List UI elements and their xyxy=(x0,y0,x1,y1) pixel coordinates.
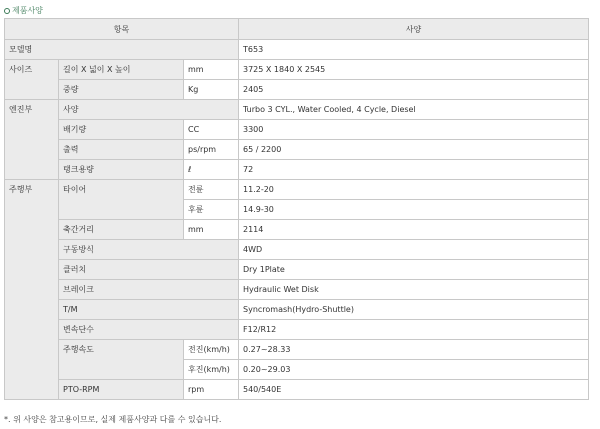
disclaimer-note: *. 위 사양은 참고용이므로, 실제 제품사양과 다를 수 있습니다. xyxy=(4,415,222,424)
spec-table xyxy=(4,18,589,400)
row-value: 540/540E xyxy=(239,380,589,400)
table-row xyxy=(5,160,589,180)
row-value: 72 xyxy=(239,160,589,180)
table-row xyxy=(5,140,589,160)
row-unit: mm xyxy=(184,60,239,80)
header-item: 항목 xyxy=(5,19,239,40)
row-value: 65 / 2200 xyxy=(239,140,589,160)
row-unit: rpm xyxy=(184,380,239,400)
row-value: 3300 xyxy=(239,120,589,140)
row-label: 출력 xyxy=(59,140,184,160)
row-label: 배기량 xyxy=(59,120,184,140)
row-unit: 후륜 xyxy=(184,200,239,220)
row-label: 축간거리 xyxy=(59,220,184,240)
table-row xyxy=(5,260,589,280)
row-value: 2114 xyxy=(239,220,589,240)
row-unit: 전륜 xyxy=(184,180,239,200)
row-unit: ps/rpm xyxy=(184,140,239,160)
table-row xyxy=(5,280,589,300)
table-row xyxy=(5,380,589,400)
row-value: 2405 xyxy=(239,80,589,100)
row-value: Turbo 3 CYL., Water Cooled, 4 Cycle, Diesel xyxy=(239,100,589,120)
table-row xyxy=(5,80,589,100)
header-spec: 사양 xyxy=(239,19,589,40)
section-title-text: 제품사양 xyxy=(12,6,43,15)
row-label: T/M xyxy=(59,300,239,320)
row-value: Hydraulic Wet Disk xyxy=(239,280,589,300)
row-value: 11.2-20 xyxy=(239,180,589,200)
row-label: 브레이크 xyxy=(59,280,239,300)
row-value: 3725 X 1840 X 2545 xyxy=(239,60,589,80)
row-value: 0.20~29.03 xyxy=(239,360,589,380)
row-value: F12/R12 xyxy=(239,320,589,340)
group-label: 엔진부 xyxy=(5,100,59,180)
group-label: 주행부 xyxy=(5,180,59,400)
table-row xyxy=(5,320,589,340)
row-label: 탱크용량 xyxy=(59,160,184,180)
table-row xyxy=(5,220,589,240)
row-label: 클러치 xyxy=(59,260,239,280)
circle-bullet-icon xyxy=(4,8,10,14)
table-row xyxy=(5,120,589,140)
row-value: 4WD xyxy=(239,240,589,260)
table-header-row xyxy=(5,19,589,40)
table-row xyxy=(5,40,589,60)
table-row xyxy=(5,340,589,360)
table-row xyxy=(5,180,589,200)
row-label: PTO-RPM xyxy=(59,380,184,400)
row-value: 0.27~28.33 xyxy=(239,340,589,360)
row-unit: 전진(km/h) xyxy=(184,340,239,360)
table-row xyxy=(5,300,589,320)
section-title xyxy=(4,4,43,18)
row-value: 14.9-30 xyxy=(239,200,589,220)
table-row xyxy=(5,60,589,80)
row-label: 중량 xyxy=(59,80,184,100)
row-value: T653 xyxy=(239,40,589,60)
row-label: 구동방식 xyxy=(59,240,239,260)
row-label: 길이 X 넓이 X 높이 xyxy=(59,60,184,80)
row-label: 주행속도 xyxy=(59,340,184,380)
row-label: 모델명 xyxy=(5,40,239,60)
row-value: Dry 1Plate xyxy=(239,260,589,280)
row-label: 타이어 xyxy=(59,180,184,220)
table-row xyxy=(5,240,589,260)
row-unit: 후진(km/h) xyxy=(184,360,239,380)
row-value: Syncromash(Hydro-Shuttle) xyxy=(239,300,589,320)
row-unit: Kg xyxy=(184,80,239,100)
row-label: 사양 xyxy=(59,100,239,120)
row-unit: mm xyxy=(184,220,239,240)
row-label: 변속단수 xyxy=(59,320,239,340)
row-unit: ℓ xyxy=(184,160,239,180)
group-label: 사이즈 xyxy=(5,60,59,100)
table-row xyxy=(5,100,589,120)
row-unit: CC xyxy=(184,120,239,140)
